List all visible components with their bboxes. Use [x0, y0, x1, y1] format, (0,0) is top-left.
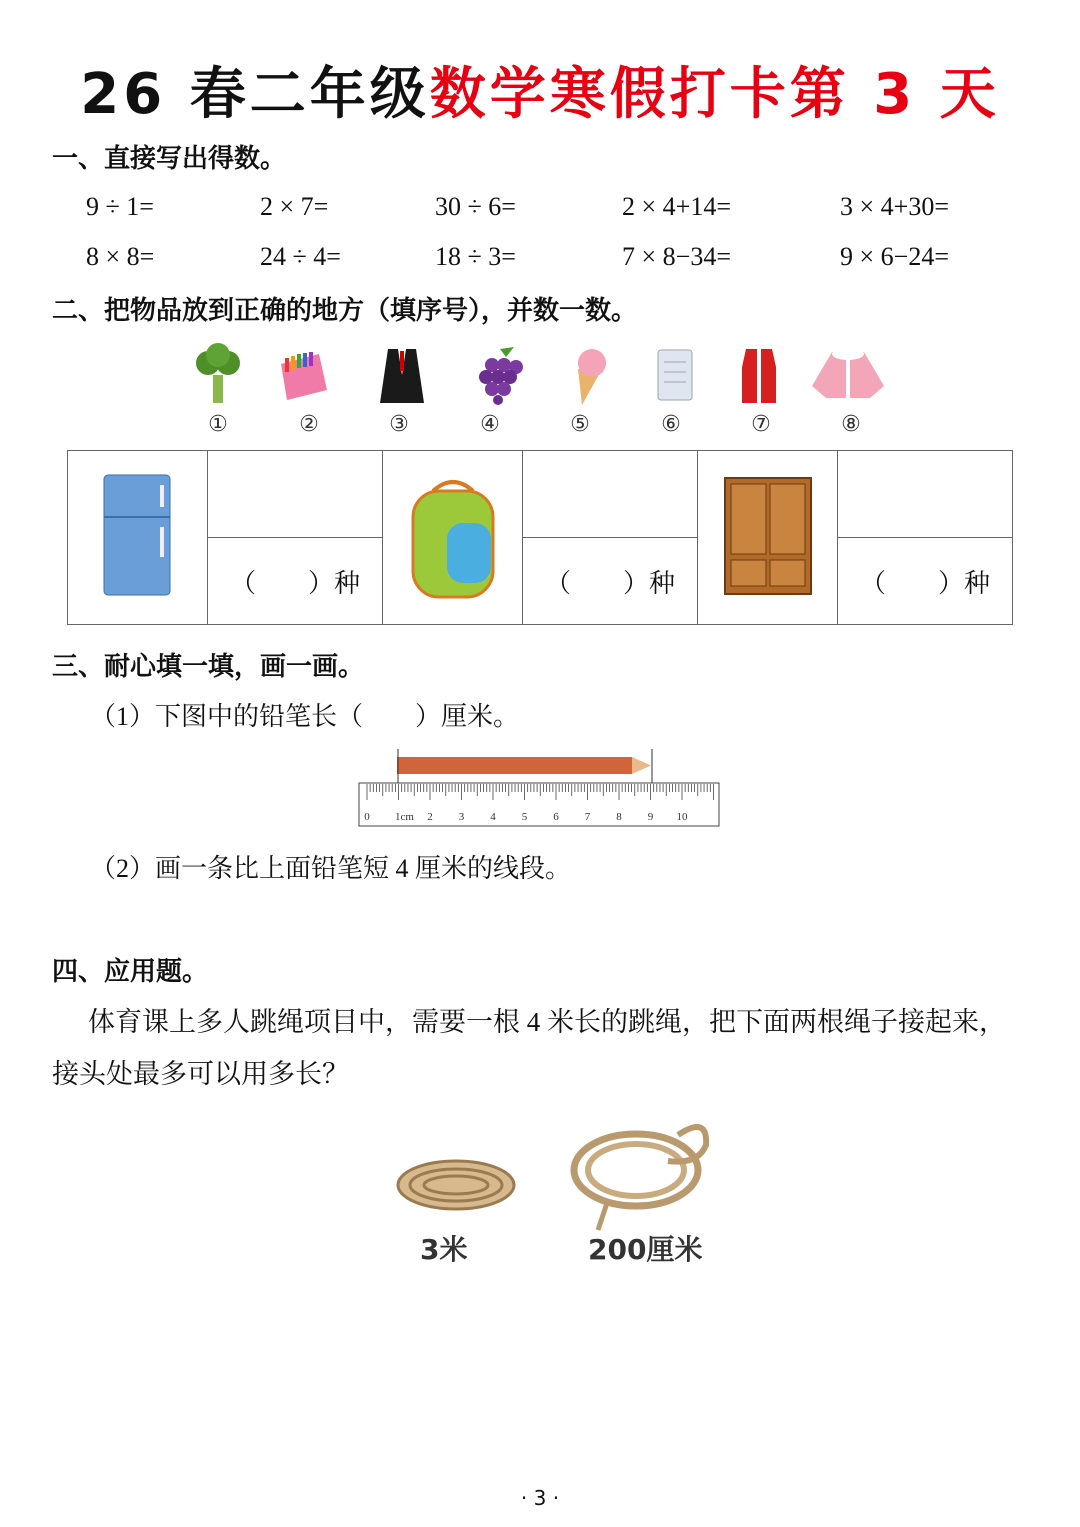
ruler-label: 3 [458, 811, 465, 823]
ice-cream-icon [568, 345, 612, 407]
item-number-5: ⑤ [570, 412, 590, 437]
expr-r1-c3: 30 ÷ 6= [435, 192, 516, 221]
ruler-label: 10 [676, 811, 688, 823]
rope-coil-short-icon [392, 1145, 522, 1225]
expr-r2-c4: 7 × 8−34= [622, 242, 731, 271]
section3-heading: 三、耐心填一填，画一画。 [52, 652, 365, 682]
broccoli-icon [190, 343, 246, 407]
backpack-answer-area[interactable] [523, 451, 698, 538]
ruler-label: 7 [584, 811, 591, 823]
wardrobe-icon [721, 474, 815, 598]
expr-r1-c4: 2 × 4+14= [622, 192, 731, 221]
ruler-label: 8 [616, 811, 622, 823]
word-problem-line1: 体育课上多人跳绳项目中，需要一根 4 米长的跳绳，把下面两根绳子接起来， [88, 1007, 1006, 1037]
black-suit-icon [378, 345, 426, 405]
page-title [0, 50, 1080, 130]
pink-coat-icon [810, 346, 886, 402]
pencil-tip [632, 757, 651, 774]
expr-r1-c5: 3 × 4+30= [840, 192, 949, 221]
ruler-label: 5 [521, 811, 528, 823]
title-part2: 数学寒假打卡第 3 天 [429, 62, 1000, 127]
ruler-label: 0 [364, 811, 370, 823]
expr-r2-c1: 8 × 8= [86, 242, 155, 271]
wardrobe-count[interactable]: （ ）种 [838, 538, 1013, 625]
pencil-body [397, 757, 632, 774]
rope1-label: 3米 [420, 1233, 468, 1266]
item-number-2: ② [299, 412, 319, 437]
item-number-8: ⑧ [841, 412, 861, 437]
question-2: （2）画一条比上面铅笔短 4 厘米的线段。 [90, 854, 572, 883]
fridge-count[interactable]: （ ）种 [208, 538, 383, 625]
crayons-icon [275, 350, 331, 402]
section2-heading: 二、把物品放到正确的地方（填序号），并数一数。 [52, 296, 638, 326]
item-number-3: ③ [389, 412, 409, 437]
item-number-4: ④ [480, 412, 500, 437]
rope2-label: 200厘米 [588, 1233, 703, 1266]
sorting-table [67, 450, 1013, 625]
backpack-count[interactable]: （ ）种 [523, 538, 698, 625]
notebook-icon [652, 346, 698, 404]
expr-r1-c1: 9 ÷ 1= [86, 192, 154, 221]
backpack-cell [383, 451, 523, 625]
section1-heading: 一、直接写出得数。 [52, 144, 287, 174]
expr-r2-c5: 9 × 6−24= [840, 242, 949, 271]
item-number-7: ⑦ [751, 412, 771, 437]
ruler-label: 4 [490, 811, 496, 823]
red-jacket-icon [732, 343, 786, 407]
fridge-cell [68, 451, 208, 625]
ruler-label: 6 [553, 811, 559, 823]
wardrobe-cell [698, 451, 838, 625]
section4-heading: 四、应用题。 [52, 957, 209, 987]
item-number-6: ⑥ [661, 412, 681, 437]
grapes-icon [470, 345, 530, 405]
pencil-ruler-figure [355, 745, 725, 830]
title-part1: 26 春二年级 [80, 62, 430, 127]
question-1: （1）下图中的铅笔长（ ）厘米。 [90, 702, 520, 731]
refrigerator-icon [98, 471, 178, 601]
item-number-1: ① [208, 412, 228, 437]
ruler-label: 1cm [395, 811, 414, 823]
ruler-label: 2 [427, 811, 433, 823]
expr-r1-c2: 2 × 7= [260, 192, 329, 221]
expr-r2-c3: 18 ÷ 3= [435, 242, 516, 271]
expr-r2-c2: 24 ÷ 4= [260, 242, 341, 271]
rope-coil-long-icon [568, 1115, 718, 1235]
wardrobe-answer-area[interactable] [838, 451, 1013, 538]
fridge-answer-area[interactable] [208, 451, 383, 538]
ruler-label: 9 [647, 811, 654, 823]
word-problem-line2: 接头处最多可以用多长？ [52, 1059, 349, 1089]
backpack-icon [403, 471, 503, 601]
page-number: · 3 · [520, 1486, 560, 1510]
